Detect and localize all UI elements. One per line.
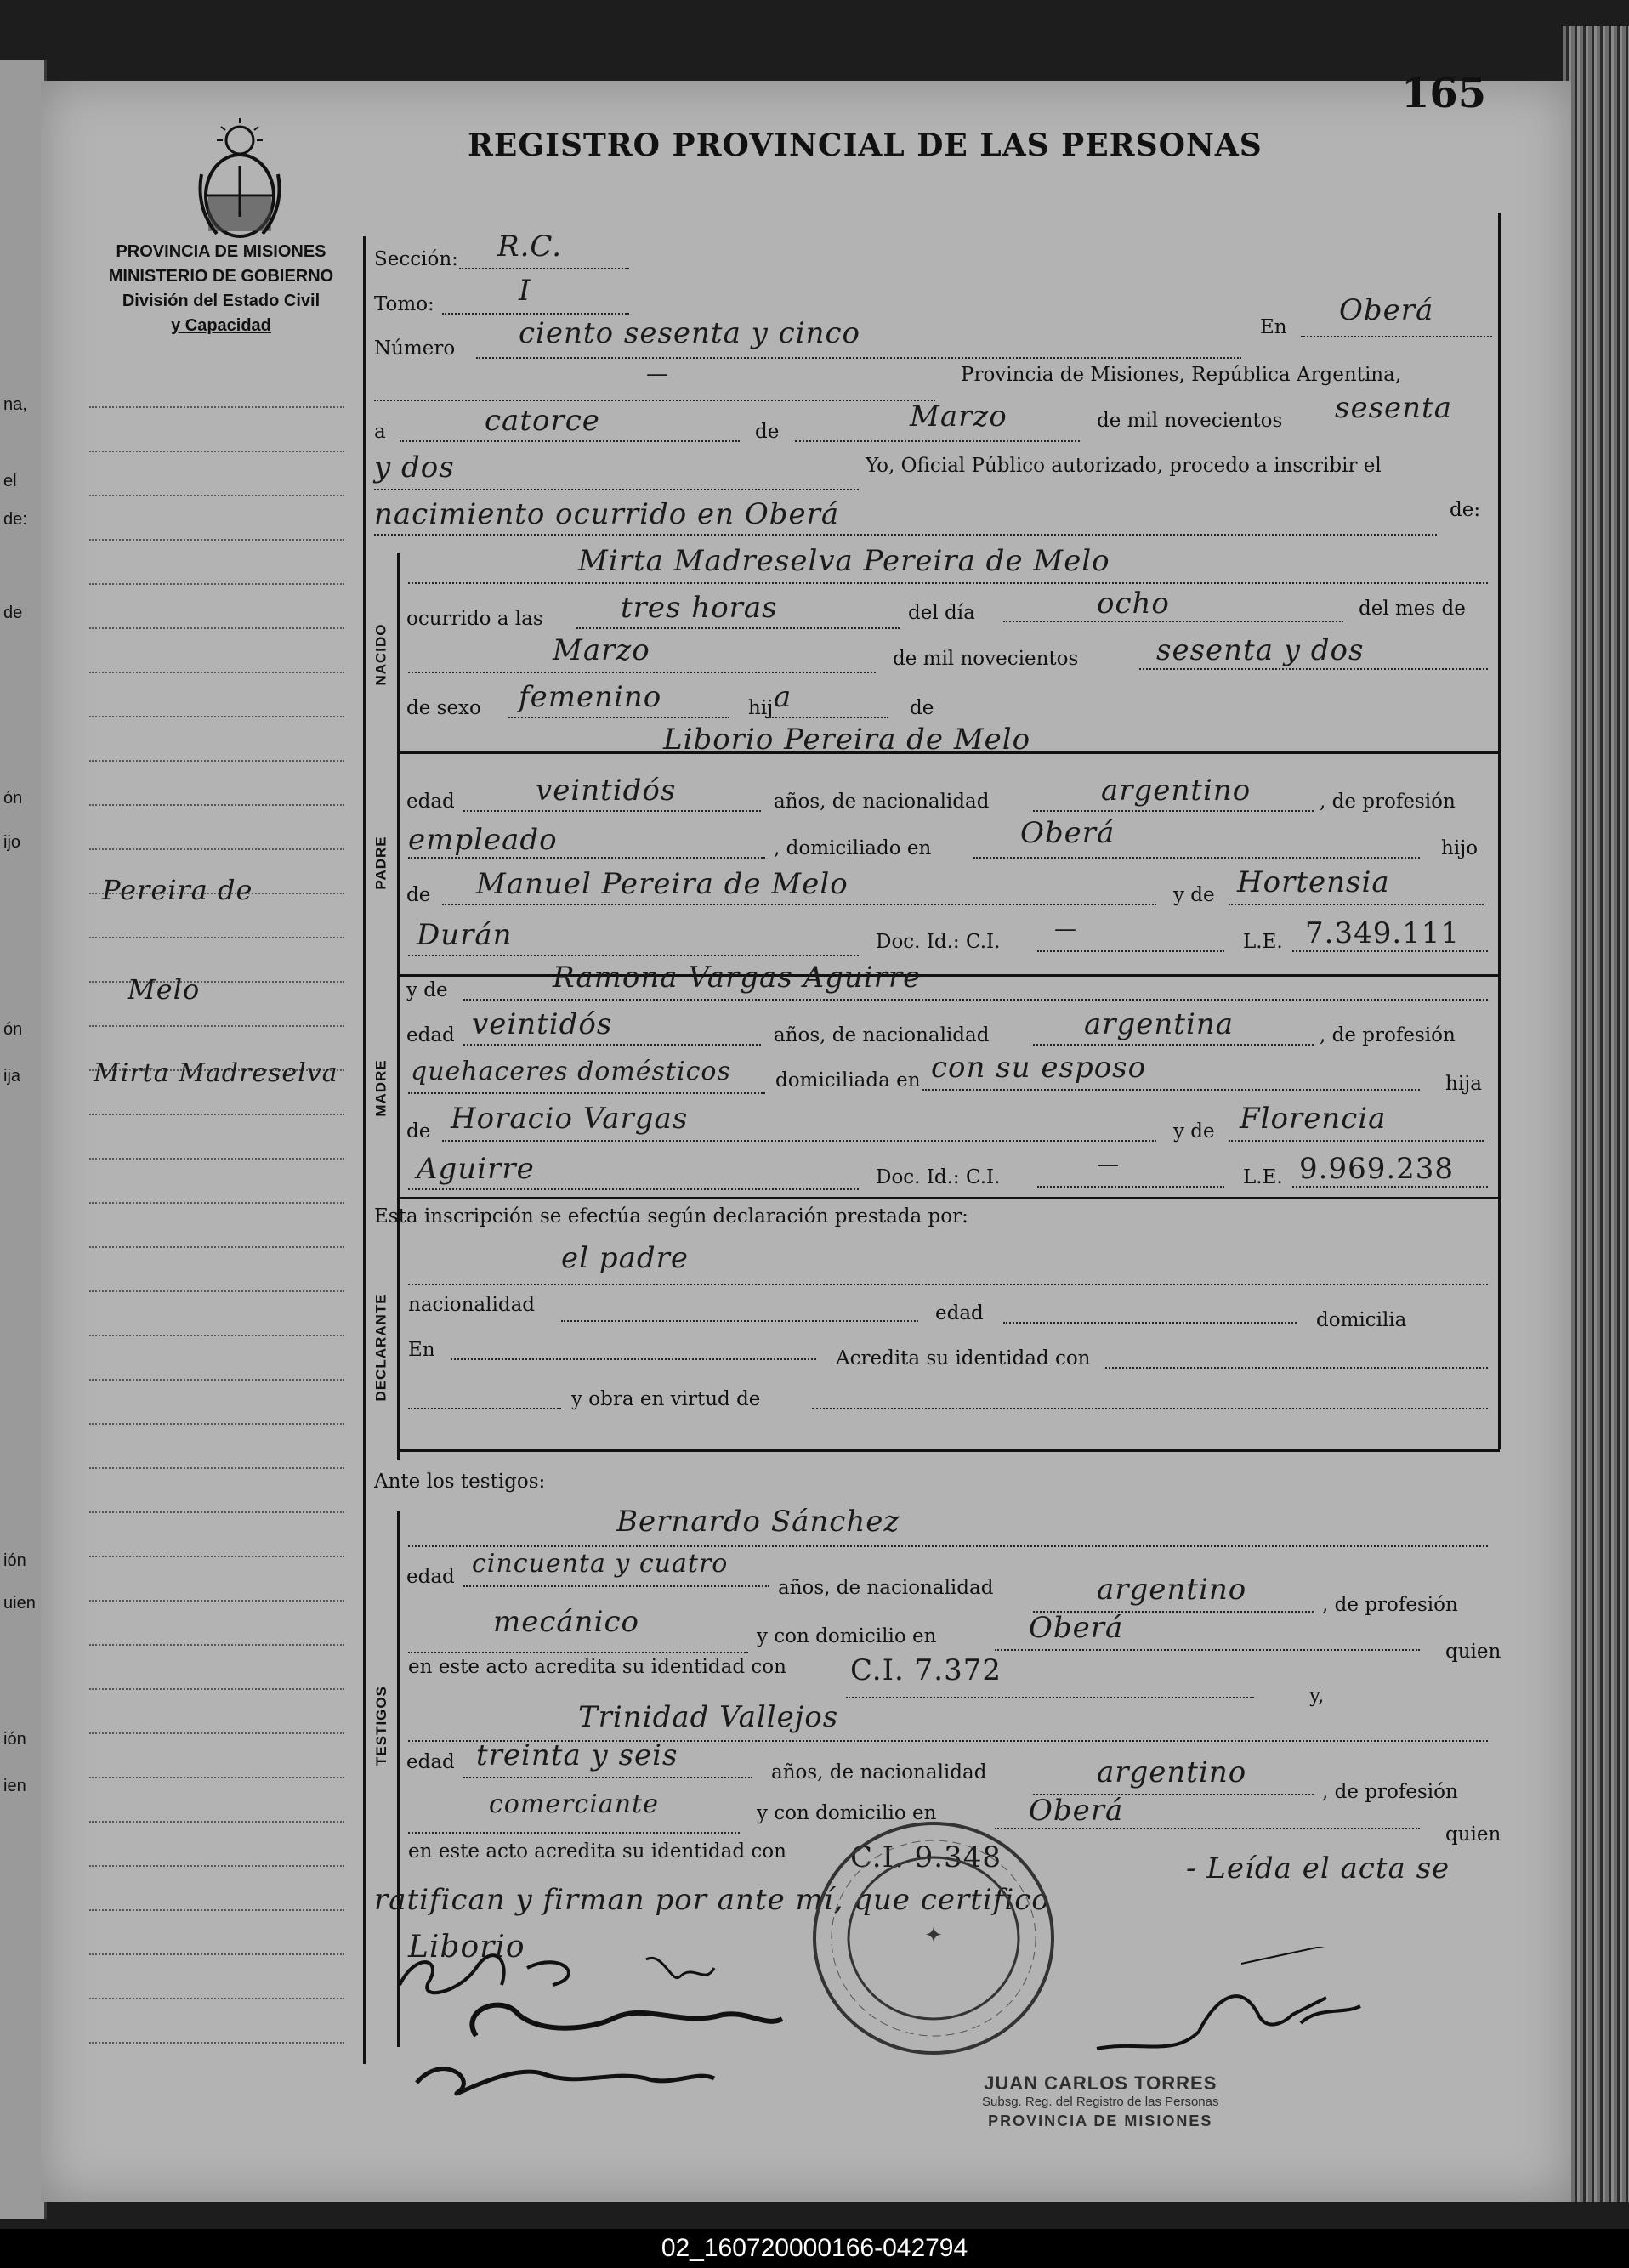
declarante-obra-pre-line: [408, 1408, 561, 1409]
seccion-value: R.C.: [497, 230, 563, 264]
madre-prof-line: [408, 1092, 765, 1094]
testigo1-dom-line: [995, 1649, 1420, 1651]
domiciliado-label: , domiciliado en: [774, 837, 932, 859]
margin-note: Mirta Madreselva: [94, 1058, 338, 1088]
official-seal-icon: [806, 1815, 1061, 2065]
margin-rule: [89, 1600, 344, 1602]
margin-rule: [89, 451, 344, 452]
padre-ci-line: [1037, 950, 1224, 952]
edad-label: edad: [406, 1751, 455, 1773]
ocurrido-label: ocurrido a las: [406, 608, 543, 630]
sexo-label: de sexo: [406, 697, 481, 719]
testigo1-id: C.I. 7.372: [850, 1653, 1002, 1687]
margin-rule: [89, 1467, 344, 1469]
testigo2-edad-line: [463, 1777, 752, 1778]
testigo1-nombre: Bernardo Sánchez: [616, 1505, 900, 1539]
seccion-label: Sección:: [374, 248, 458, 270]
y-comma-label: y,: [1309, 1685, 1325, 1707]
official-name: JUAN CARLOS TORRES: [984, 2072, 1217, 2094]
edad-label: edad: [406, 791, 455, 813]
anio-value: sesenta: [1335, 391, 1452, 425]
coat-of-arms-icon: [191, 115, 289, 246]
official-stamp-text: [982, 2074, 1219, 2130]
padre-nac-line: [1033, 810, 1314, 812]
anio-nac-value: sesenta y dos: [1156, 633, 1365, 667]
declarante-value: el padre: [561, 1241, 689, 1275]
left-page-edge: [0, 60, 47, 2219]
margin-note: Melo: [128, 973, 201, 1006]
edad-label: edad: [406, 1566, 455, 1588]
official-province: PROVINCIA DE MISIONES: [988, 2112, 1213, 2129]
official-role: Subsg. Reg. del Registro de las Personas: [982, 2095, 1219, 2109]
numero-value: ciento sesenta y cinco: [519, 316, 860, 350]
margin-rule: [89, 1777, 344, 1778]
side-label-text: TESTIGOS: [373, 1686, 389, 1766]
testigo1-dom: Oberá: [1029, 1611, 1124, 1645]
seccion-line: [459, 268, 629, 269]
margin-rule: [89, 1114, 344, 1115]
margin-rule: [89, 1865, 344, 1867]
margin-rule: [89, 937, 344, 938]
padre-prof: empleado: [408, 823, 558, 857]
left-page-fragment: ón: [3, 1020, 23, 1039]
margin-rule: [89, 1202, 344, 1204]
le-label: L.E.: [1243, 931, 1283, 953]
testigo2-prof-line: [408, 1832, 740, 1834]
nacido-nombre: Mirta Madreselva Pereira de Melo: [578, 544, 1110, 578]
svg-text:✦: ✦: [924, 1922, 943, 1948]
declarante-dom-line: [451, 1358, 816, 1360]
left-page-fragment: ión: [3, 1551, 26, 1570]
doc-id-label: Doc. Id.: C.I.: [876, 1166, 1001, 1188]
mes-line: [795, 440, 1080, 442]
padre-padre-line: [442, 904, 1156, 905]
testigo1-id-line: [846, 1697, 1254, 1698]
side-label-declarante: [367, 1250, 396, 1445]
le-label: L.E.: [1243, 1166, 1283, 1188]
image-identifier: 02_160720000166-042794: [0, 2229, 1629, 2268]
anio-cont-line: [374, 489, 859, 490]
side-label-padre: [367, 761, 396, 965]
margin-rule: [89, 672, 344, 673]
hecho-value: nacimiento ocurrido en Oberá: [374, 497, 840, 531]
section-divider: [397, 1449, 1500, 1452]
margin-rule: [89, 1158, 344, 1160]
madre-nombre: Ramona Vargas Aguirre: [553, 961, 922, 995]
testigo1-edad: cincuenta y cuatro: [472, 1549, 729, 1579]
book-page-edges: [1563, 26, 1629, 2202]
profesion-label: , de profesión: [1322, 1781, 1458, 1803]
left-page-fragment: ija: [3, 1067, 21, 1086]
left-page-fragment: uien: [3, 1594, 36, 1613]
margin-rule: [89, 583, 344, 585]
signature-text: Liborio: [408, 1930, 525, 1965]
madre-madre-line: [1229, 1140, 1484, 1142]
madre-le-line: [1292, 1186, 1488, 1188]
padre-madre: Hortensia: [1237, 865, 1390, 899]
margin-rule: [89, 1644, 344, 1646]
de-label: de: [406, 884, 431, 906]
mes-nac-line: [408, 672, 876, 673]
madre-padre: Horacio Vargas: [451, 1102, 689, 1136]
testigo1-line: [408, 1545, 1488, 1547]
padre-padre: Manuel Pereira de Melo: [476, 867, 849, 901]
anos-nac-label: años, de nacionalidad: [778, 1577, 994, 1599]
left-page-fragment: na,: [3, 395, 27, 414]
margin-rule: [89, 804, 344, 806]
declarante-id-line: [1105, 1367, 1488, 1369]
de-colon-label: de:: [1450, 499, 1481, 521]
padre-edad-line: [463, 810, 761, 812]
side-label-nacido: [367, 561, 396, 748]
margin-rule: [89, 848, 344, 850]
madre-padre-line: [442, 1140, 1156, 1142]
quien-label: quien: [1445, 1823, 1501, 1846]
padre-le-line: [1292, 950, 1488, 952]
margin-rule: [89, 406, 344, 408]
de-mil-label: de mil novecientos: [893, 648, 1079, 670]
madre-prof: quehaceres domésticos: [411, 1057, 731, 1086]
side-label-testigos: [367, 1615, 396, 1836]
tomo-value: I: [519, 274, 531, 308]
margin-rule: [89, 1556, 344, 1557]
blank-line: [374, 400, 935, 401]
margin-rule: [89, 1335, 344, 1336]
left-page-fragment: ón: [3, 789, 23, 808]
testigo2-id: C.I. 9.348: [850, 1840, 1002, 1874]
blank-dash: —: [646, 361, 669, 387]
quien-label: quien: [1445, 1641, 1501, 1663]
hecho-line: [374, 534, 1437, 536]
dia-line: [400, 440, 740, 442]
doc-id-label: Doc. Id.: C.I.: [876, 931, 1001, 953]
frame-line-inner: [397, 553, 400, 1460]
testigo1-nac: argentino: [1097, 1573, 1247, 1607]
madre-le: 9.969.238: [1299, 1152, 1455, 1186]
anio-value-cont: y dos: [374, 451, 455, 485]
padre-prof-line: [408, 857, 765, 859]
tomo-line: [442, 313, 629, 315]
padre-madre-cont: Durán: [417, 918, 513, 952]
margin-rule: [89, 760, 344, 762]
left-page-fragment: de: [3, 604, 23, 622]
margin-rule: [89, 1953, 344, 1955]
header-line: PROVINCIA DE MISIONES: [116, 242, 326, 261]
margin-rule: [89, 1688, 344, 1690]
del-mes-label: del mes de: [1359, 598, 1466, 620]
section-divider: [397, 1197, 1500, 1199]
edad-label: edad: [935, 1302, 984, 1324]
acredita-con-label: en este acto acredita su identidad con: [408, 1656, 786, 1678]
en-label: En: [408, 1339, 435, 1361]
side-label-text: PADRE: [373, 836, 389, 890]
frame-line-left: [363, 236, 366, 2064]
nacionalidad-label: nacionalidad: [408, 1294, 536, 1316]
anos-nac-label: años, de nacionalidad: [774, 1024, 990, 1046]
sexo-value: femenino: [519, 680, 662, 714]
con-domicilio-label: y con domicilio en: [757, 1802, 937, 1824]
left-page-fragment: el: [3, 472, 17, 490]
side-label-text: NACIDO: [373, 623, 389, 686]
anio-nac-line: [1139, 668, 1488, 670]
padre-nombre: Liborio Pereira de Melo: [663, 723, 1031, 757]
mes-value: Marzo: [910, 400, 1007, 434]
margin-rule: [89, 1423, 344, 1425]
profesion-label: , de profesión: [1320, 1024, 1456, 1046]
margin-rule: [89, 1821, 344, 1823]
provincia-label: Provincia de Misiones, República Argentina,: [961, 364, 1402, 386]
page-title: REGISTRO PROVINCIAL DE LAS PERSONAS: [468, 128, 1263, 163]
lugar-line: [1301, 336, 1492, 337]
hij-line: [769, 717, 888, 718]
hija-label: hija: [1445, 1073, 1483, 1095]
a-label: a: [374, 421, 386, 443]
left-page-fragment: ien: [3, 1777, 26, 1795]
madre-edad: veintidós: [472, 1007, 613, 1041]
testigo2-prof: comerciante: [489, 1789, 659, 1819]
de-mil-label: de mil novecientos: [1097, 410, 1283, 432]
madre-madre-cont-line: [408, 1188, 859, 1190]
madre-nombre-line: [463, 999, 1488, 1001]
edad-label: edad: [406, 1024, 455, 1046]
closing-text-cont: ratifican y firman por ante mí, que certifico: [374, 1883, 1050, 1917]
numero-label: Número: [374, 337, 456, 360]
hora-line: [576, 627, 900, 629]
testigo1-prof: mecánico: [493, 1605, 639, 1639]
declarante-obra-line: [812, 1408, 1488, 1409]
side-label-text: DECLARANTE: [373, 1293, 390, 1402]
issuing-authority: [81, 240, 361, 338]
left-page-fragment: ijo: [3, 833, 21, 852]
inscripcion-label: Esta inscripción se efectúa según declaración prestada por:: [374, 1205, 968, 1228]
madre-dom-line: [922, 1089, 1420, 1091]
en-label: En: [1260, 316, 1287, 338]
left-page-fragment: ión: [3, 1730, 26, 1749]
margin-rule: [89, 1379, 344, 1381]
margin-rule: [89, 495, 344, 496]
tomo-label: Tomo:: [374, 293, 434, 315]
margin-rule: [89, 1998, 344, 1999]
margin-rule: [89, 1732, 344, 1734]
numero-line: [476, 357, 1241, 359]
y-de-label: y de: [406, 979, 448, 1001]
page-number: 165: [1401, 70, 1487, 117]
left-page-fragment: de:: [3, 510, 27, 529]
padre-edad: veintidós: [536, 774, 677, 808]
declarante-edad-line: [1003, 1322, 1297, 1324]
con-domicilio-label: y con domicilio en: [757, 1625, 937, 1647]
testigo1-prof-line: [408, 1652, 748, 1653]
margin-note: Pereira de: [102, 874, 253, 906]
de-label: de: [910, 697, 934, 719]
side-label-madre: [367, 986, 396, 1190]
padre-le: 7.349.111: [1305, 916, 1461, 950]
margin-rule: [89, 1909, 344, 1911]
y-de-label: y de: [1173, 1120, 1215, 1143]
de-label: de: [755, 421, 780, 443]
dia-nac-line: [1003, 621, 1343, 622]
margin-rule: [89, 627, 344, 629]
testigo1-edad-line: [463, 1585, 769, 1587]
margin-rule: [89, 1290, 344, 1292]
padre-madre-line: [1229, 904, 1484, 905]
hijo-label: hijo: [1441, 837, 1479, 859]
header-line: y Capacidad: [171, 316, 271, 335]
mes-nac-value: Marzo: [553, 633, 650, 667]
testigo2-dom: Oberá: [1029, 1794, 1124, 1828]
padre-madre-cont-line: [408, 955, 859, 956]
domicilia-label: domicilia: [1316, 1309, 1407, 1331]
padre-nac: argentino: [1101, 774, 1252, 808]
declarante-line: [408, 1284, 1488, 1285]
hora-value: tres horas: [621, 591, 778, 625]
header-line: División del Estado Civil: [122, 292, 321, 310]
margin-rule: [89, 1025, 344, 1027]
anos-nac-label: años, de nacionalidad: [774, 791, 990, 813]
hij-suffix: a: [774, 680, 792, 714]
testigo2-edad: treinta y seis: [476, 1738, 678, 1772]
domiciliada-label: domiciliada en: [775, 1069, 921, 1091]
margin-rule: [89, 539, 344, 541]
margin-rule: [89, 1246, 344, 1248]
margin-rule: [89, 2042, 344, 2044]
acredita-con-label: en este acto acredita su identidad con: [408, 1840, 786, 1863]
padre-dom: Oberá: [1020, 816, 1115, 850]
margin-rule: [89, 1511, 344, 1513]
de-label: de: [406, 1120, 431, 1143]
y-de-label: y de: [1173, 884, 1215, 906]
madre-madre-cont: Aguirre: [417, 1152, 535, 1186]
yo-oficial-label: Yo, Oficial Público autorizado, procedo a inscribir el: [866, 455, 1382, 477]
obra-label: y obra en virtud de: [571, 1388, 761, 1410]
testigo2-nac: argentino: [1097, 1755, 1247, 1789]
header-line: MINISTERIO DE GOBIERNO: [108, 267, 334, 286]
profesion-label: , de profesión: [1322, 1594, 1458, 1616]
dia-value: catorce: [485, 404, 600, 438]
profesion-label: , de profesión: [1320, 791, 1456, 813]
declarante-nac-line: [561, 1320, 918, 1322]
del-dia-label: del día: [908, 602, 975, 624]
madre-ci: —: [1097, 1152, 1120, 1177]
margin-rule: [89, 716, 344, 717]
closing-text: - Leída el acta se: [1186, 1851, 1450, 1885]
lugar-value: Oberá: [1339, 293, 1434, 327]
madre-nac: argentina: [1084, 1007, 1235, 1041]
dia-nac-value: ocho: [1097, 587, 1170, 621]
madre-dom: con su esposo: [931, 1051, 1147, 1085]
madre-edad-line: [463, 1044, 761, 1046]
testigos-label: Ante los testigos:: [374, 1471, 546, 1493]
acredita-label: Acredita su identidad con: [836, 1347, 1091, 1369]
nacido-line: [408, 582, 1488, 584]
madre-ci-line: [1037, 1186, 1224, 1188]
madre-madre: Florencia: [1240, 1102, 1387, 1136]
sexo-line: [508, 717, 729, 718]
madre-nac-line: [1033, 1044, 1314, 1046]
official-signature-icon: [1088, 1947, 1369, 2074]
frame-line-right: [1498, 213, 1501, 1449]
testigo2-nombre: Trinidad Vallejos: [578, 1700, 839, 1734]
padre-ci: —: [1054, 916, 1077, 942]
anos-nac-label: años, de nacionalidad: [771, 1761, 987, 1783]
hij-label: hij: [748, 697, 774, 719]
padre-dom-line: [973, 857, 1420, 859]
side-label-text: MADRE: [373, 1059, 389, 1117]
